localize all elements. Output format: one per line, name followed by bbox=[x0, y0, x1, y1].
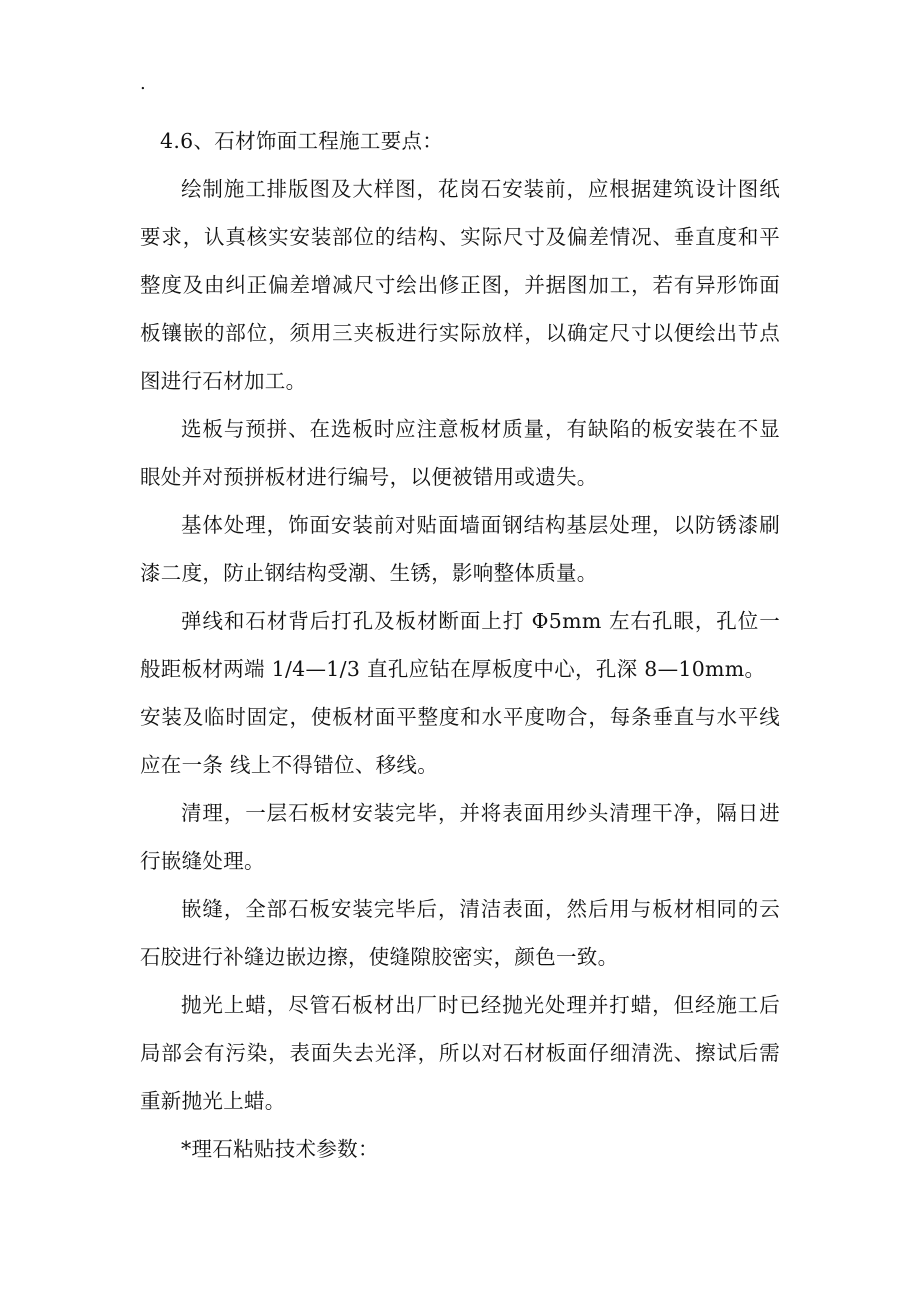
top-mark: . bbox=[140, 73, 146, 94]
paragraph-layout-drawing: 绘制施工排版图及大样图，花岗石安装前，应根据建筑设计图纸要求，认真核实安装部位的结构、实际尺寸及偏差情况、垂直度和平整度及由纠正偏差增减尺寸绘出修正图，并据图加工，若有异形饰面板镶嵌的部位，须用三夹板进行实际放样，以确定尺寸以便绘出节点图进行石材加工。 bbox=[140, 177, 780, 393]
paragraph-installation: 安装及临时固定，使板材面平整度和水平度吻合，每条垂直与水平线应在一条 线上不得错位、移线。 bbox=[140, 705, 780, 777]
paragraph-base-treatment: 基体处理，饰面安装前对贴面墙面钢结构基层处理，以防锈漆刷漆二度，防止钢结构受潮、生锈，影响整体质量。 bbox=[140, 513, 780, 585]
document-body bbox=[140, 117, 780, 1173]
paragraph-joint-filling: 嵌缝，全部石板安装完毕后，清洁表面，然后用与板材相同的云石胶进行补缝边嵌边擦，使缝隙胶密实，颜色一致。 bbox=[140, 897, 780, 969]
paragraph-board-selection: 选板与预拼、在选板时应注意板材质量，有缺陷的板安装在不显眼处并对预拼板材进行编号，以便被错用或遗失。 bbox=[140, 417, 780, 489]
section-heading: 4.6、石材饰面工程施工要点： bbox=[160, 129, 444, 153]
paragraph-cleaning: 清理，一层石板材安装完毕，并将表面用纱头清理干净，隔日进行嵌缝处理。 bbox=[140, 801, 780, 873]
paragraph-parameters-heading: *理石粘贴技术参数： bbox=[181, 1137, 379, 1161]
paragraph-drilling: 弹线和石材背后打孔及板材断面上打 Φ5mm 左右孔眼，孔位一般距板材两端 1/4—1/3 直孔应钻在厚板度中心，孔深 8—10mm。 bbox=[140, 609, 780, 681]
paragraph-polishing: 抛光上蜡，尽管石板材出厂时已经抛光处理并打蜡，但经施工后局部会有污染，表面失去光泽，所以对石材板面仔细清洗、擦试后需重新抛光上蜡。 bbox=[140, 993, 780, 1113]
